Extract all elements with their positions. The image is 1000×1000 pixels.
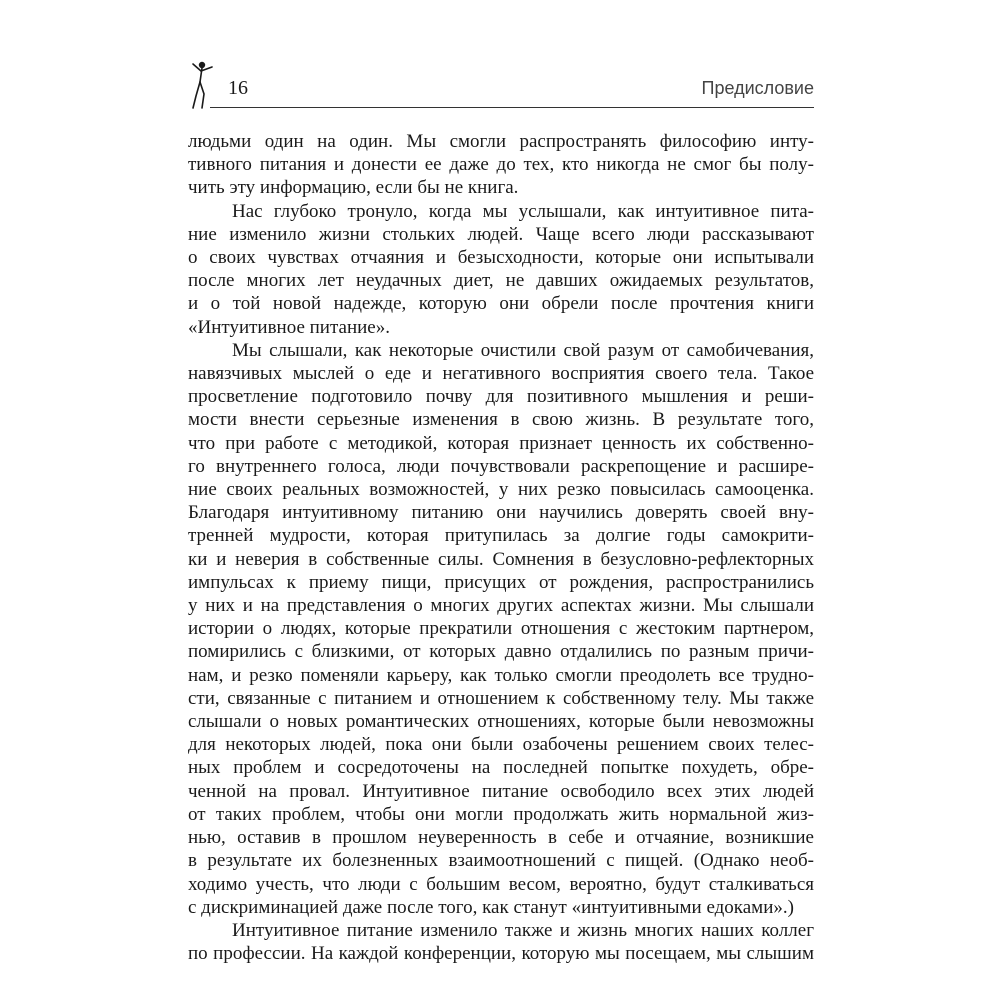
text-line: чить эту информацию, если бы не книга. xyxy=(188,177,519,199)
paragraph xyxy=(188,919,814,965)
text-line: ченной на провал. Интуитивное питание освободило всех этих людей xyxy=(188,780,814,802)
text-line: тренней мудрости, которая притупилась за долгие годы самокрити- xyxy=(188,525,814,547)
text-line: импульсах к приему пищи, присущих от рождения, распространились xyxy=(188,571,814,593)
text-line: тивного питания и донести ее даже до тех, кто никогда не смог бы полу- xyxy=(188,154,814,176)
text-line: у них и на представления о многих других аспектах жизни. Мы слышали xyxy=(188,595,814,617)
text-line: по профессии. На каждой конференции, которую мы посещаем, мы слышим xyxy=(188,943,814,965)
text-line: ки и неверия в собственные силы. Сомнения в безусловно-рефлекторных xyxy=(188,548,814,570)
paragraph xyxy=(188,339,814,919)
text-line: Благодаря интуитивному питанию они научились доверять своей вну- xyxy=(188,502,814,524)
text-line: го внутреннего голоса, люди почувствовали раскрепощение и расшире- xyxy=(188,455,814,477)
text-line: ных проблем и сосредоточены на последней попытке похудеть, обре- xyxy=(188,757,814,779)
text-line: ние своих реальных возможностей, у них резко повысилась самооценка. xyxy=(188,479,814,501)
text-line: что при работе с методикой, которая признает ценность их собственно- xyxy=(188,432,814,454)
section-title: Предисловие xyxy=(701,78,814,98)
text-line: людьми один на один. Мы смогли распространять философию инту- xyxy=(188,131,814,152)
text-line: ходимо учесть, что люди с большим весом, вероятно, будут сталкиваться xyxy=(188,873,814,895)
text-line: о своих чувствах отчаяния и безысходности, которые они испытывали xyxy=(188,247,814,269)
paragraph xyxy=(188,130,814,200)
text-line: Мы слышали, как некоторые очистили свой разум от самобичевания, xyxy=(232,339,814,361)
page-number: 16 xyxy=(228,77,248,99)
text-line: нам, и резко поменяли карьеру, как только смогли преодолеть все трудно- xyxy=(188,664,814,686)
text-line: слышали о новых романтических отношениях, которые были невозможны xyxy=(188,711,814,733)
paragraph xyxy=(188,200,814,339)
text-line: мости внести серьезные изменения в свою жизнь. В результате того, xyxy=(188,409,814,431)
text-line: в результате их болезненных взаимоотношений с пищей. (Однако необ- xyxy=(188,850,814,872)
text-line: и о той новой надежде, которую они обрели после прочтения книги xyxy=(188,293,814,315)
text-line: просветление подготовило почву для позитивного мышления и реши- xyxy=(188,386,814,408)
text-line: ние изменило жизни стольких людей. Чаще всего люди рассказывают xyxy=(188,223,814,245)
text-line: нью, оставив в прошлом неуверенность в себе и отчаяние, возникшие xyxy=(188,827,814,849)
text-line: для некоторых людей, пока они были озабочены решением своих телес- xyxy=(188,734,814,756)
text-line: помирились с близкими, от которых давно отдалились по разным причи- xyxy=(188,641,814,663)
text-line: «Интуитивное питание». xyxy=(188,316,390,338)
body-text xyxy=(188,130,814,965)
text-line: Интуитивное питание изменило также и жизнь многих наших коллег xyxy=(232,919,814,941)
header-rule xyxy=(210,107,814,108)
text-line: истории о людях, которые прекратили отношения с жестоким партнером, xyxy=(188,618,814,640)
dancer-figure-icon xyxy=(188,60,218,110)
text-line: после многих лет неудачных диет, не давших ожидаемых результатов, xyxy=(188,270,814,292)
text-line: от таких проблем, чтобы они могли продолжать жить нормальной жиз- xyxy=(188,803,814,825)
text-line: с дискриминацией даже после того, как станут «интуитивными едоками».) xyxy=(188,896,794,918)
text-line: навязчивых мыслей о еде и негативного восприятия своего тела. Такое xyxy=(188,363,814,385)
running-head xyxy=(188,60,814,110)
text-line: Нас глубоко тронуло, когда мы услышали, как интуитивное пита- xyxy=(232,200,814,222)
text-line: сти, связанные с питанием и отношением к собственному телу. Мы также xyxy=(188,687,814,709)
